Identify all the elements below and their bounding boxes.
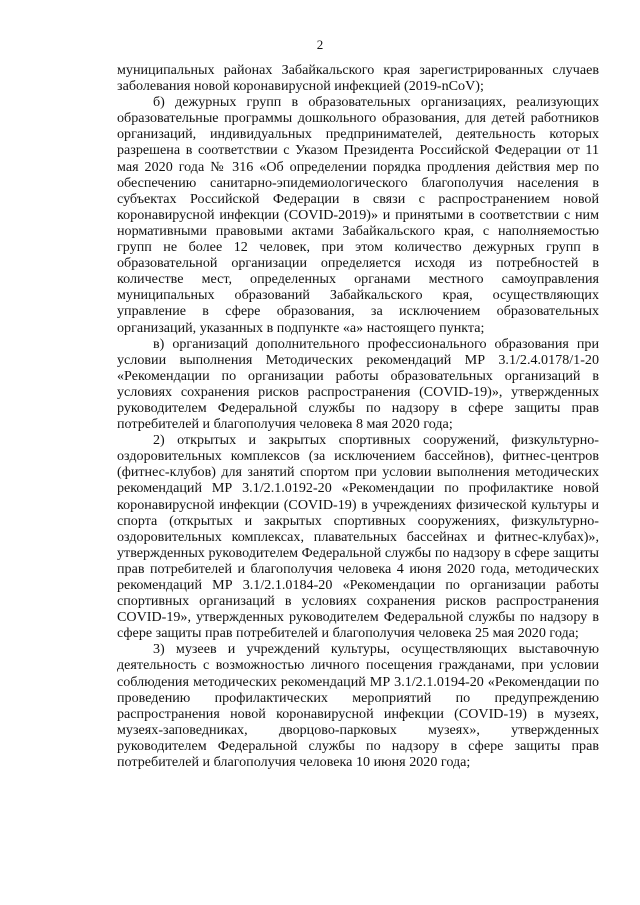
paragraph-item-v: в) организаций дополнительного профессионального образования при условии выполнения Методических рекомендаций МР 3.1/2.4.0178/1-20 «Рекомендации по организации работы образовательных организаций в условиях сохранения рисков распространения (COVID-19)», утвержденных руководителем Федеральной службы по надзору в сфере защиты прав потребителей и благополучия человека 8 мая 2020 года; [117,335,599,433]
paragraph-item-2: 2) открытых и закрытых спортивных сооружений, физкультурно-оздоровительных комплексов (за исключением бассейнов), фитнес-центров (фитнес-клубов) для занятий спортом при условии выполнения методических рекомендаций МР 3.1/2.1.0192-20 «Рекомендации по профилактике новой коронавирусной инфекции (COVID-19) в учреждениях физической культуры и спорта (открытых и закрытых спортивных сооружениях, физкультурно-оздоровительных комплексах, плавательных бассейнах и фитнес-клубах)», утвержденных руководителем Федеральной службы по надзору в сфере защиты прав потребителей и благополучия человека 4 июня 2020 года, методических рекомендаций МР 3.1/2.1.0184-20 «Рекомендации по организации работы спортивных организаций в условиях сохранения рисков распространения COVID-19», утвержденных руководителем Федеральной службы по надзору в сфере защиты прав потребителей и благополучия человека 25 мая 2020 года; [117,432,599,642]
document-body [117,62,599,770]
paragraph-item-3: 3) музеев и учреждений культуры, осуществляющих выставочную деятельность с возможностью личного посещения гражданами, при условии соблюдения методических рекомендаций МР 3.1/2.1.0194-20 «Рекомендации по проведению профилактических мероприятий по предупреждению распространения новой коронавирусной инфекции (COVID-19) в музеях, музеях-заповедниках, дворцово-парковых музеях», утвержденных руководителем Федеральной службы по надзору в сфере защиты прав потребителей и благополучия человека 10 июня 2020 года; [117,641,599,771]
paragraph-item-b: б) дежурных групп в образовательных организациях, реализующих образовательные программы дошкольного образования, для детей работников организаций, индивидуальных предпринимателей, деятельность которых разрешена в соответствии с Указом Президента Российской Федерации от 11 мая 2020 года № 316 «Об определении порядка продления действия мер по обеспечению санитарно-эпидемиологического благополучия населения в субъектах Российской Федерации в связи с распространением новой коронавирусной инфекции (COVID-2019)» и принятыми в соответствии с ним нормативными правовыми актами Забайкальского края, с наполняемостью групп не более 12 человек, при этом количество дежурных групп в образовательной организации определяется исходя из потребностей в количестве мест, определенных органами местного самоуправления муниципальных образований Забайкальского края, осуществляющих управление в сфере образования, за исключением образовательных организаций, указанных в подпункте «а» настоящего пункта; [117,94,599,336]
page-number: 2 [316,37,324,52]
paragraph-continuation: муниципальных районах Забайкальского края зарегистрированных случаев заболевания новой коронавирусной инфекцией (2019-nCoV); [117,62,599,95]
